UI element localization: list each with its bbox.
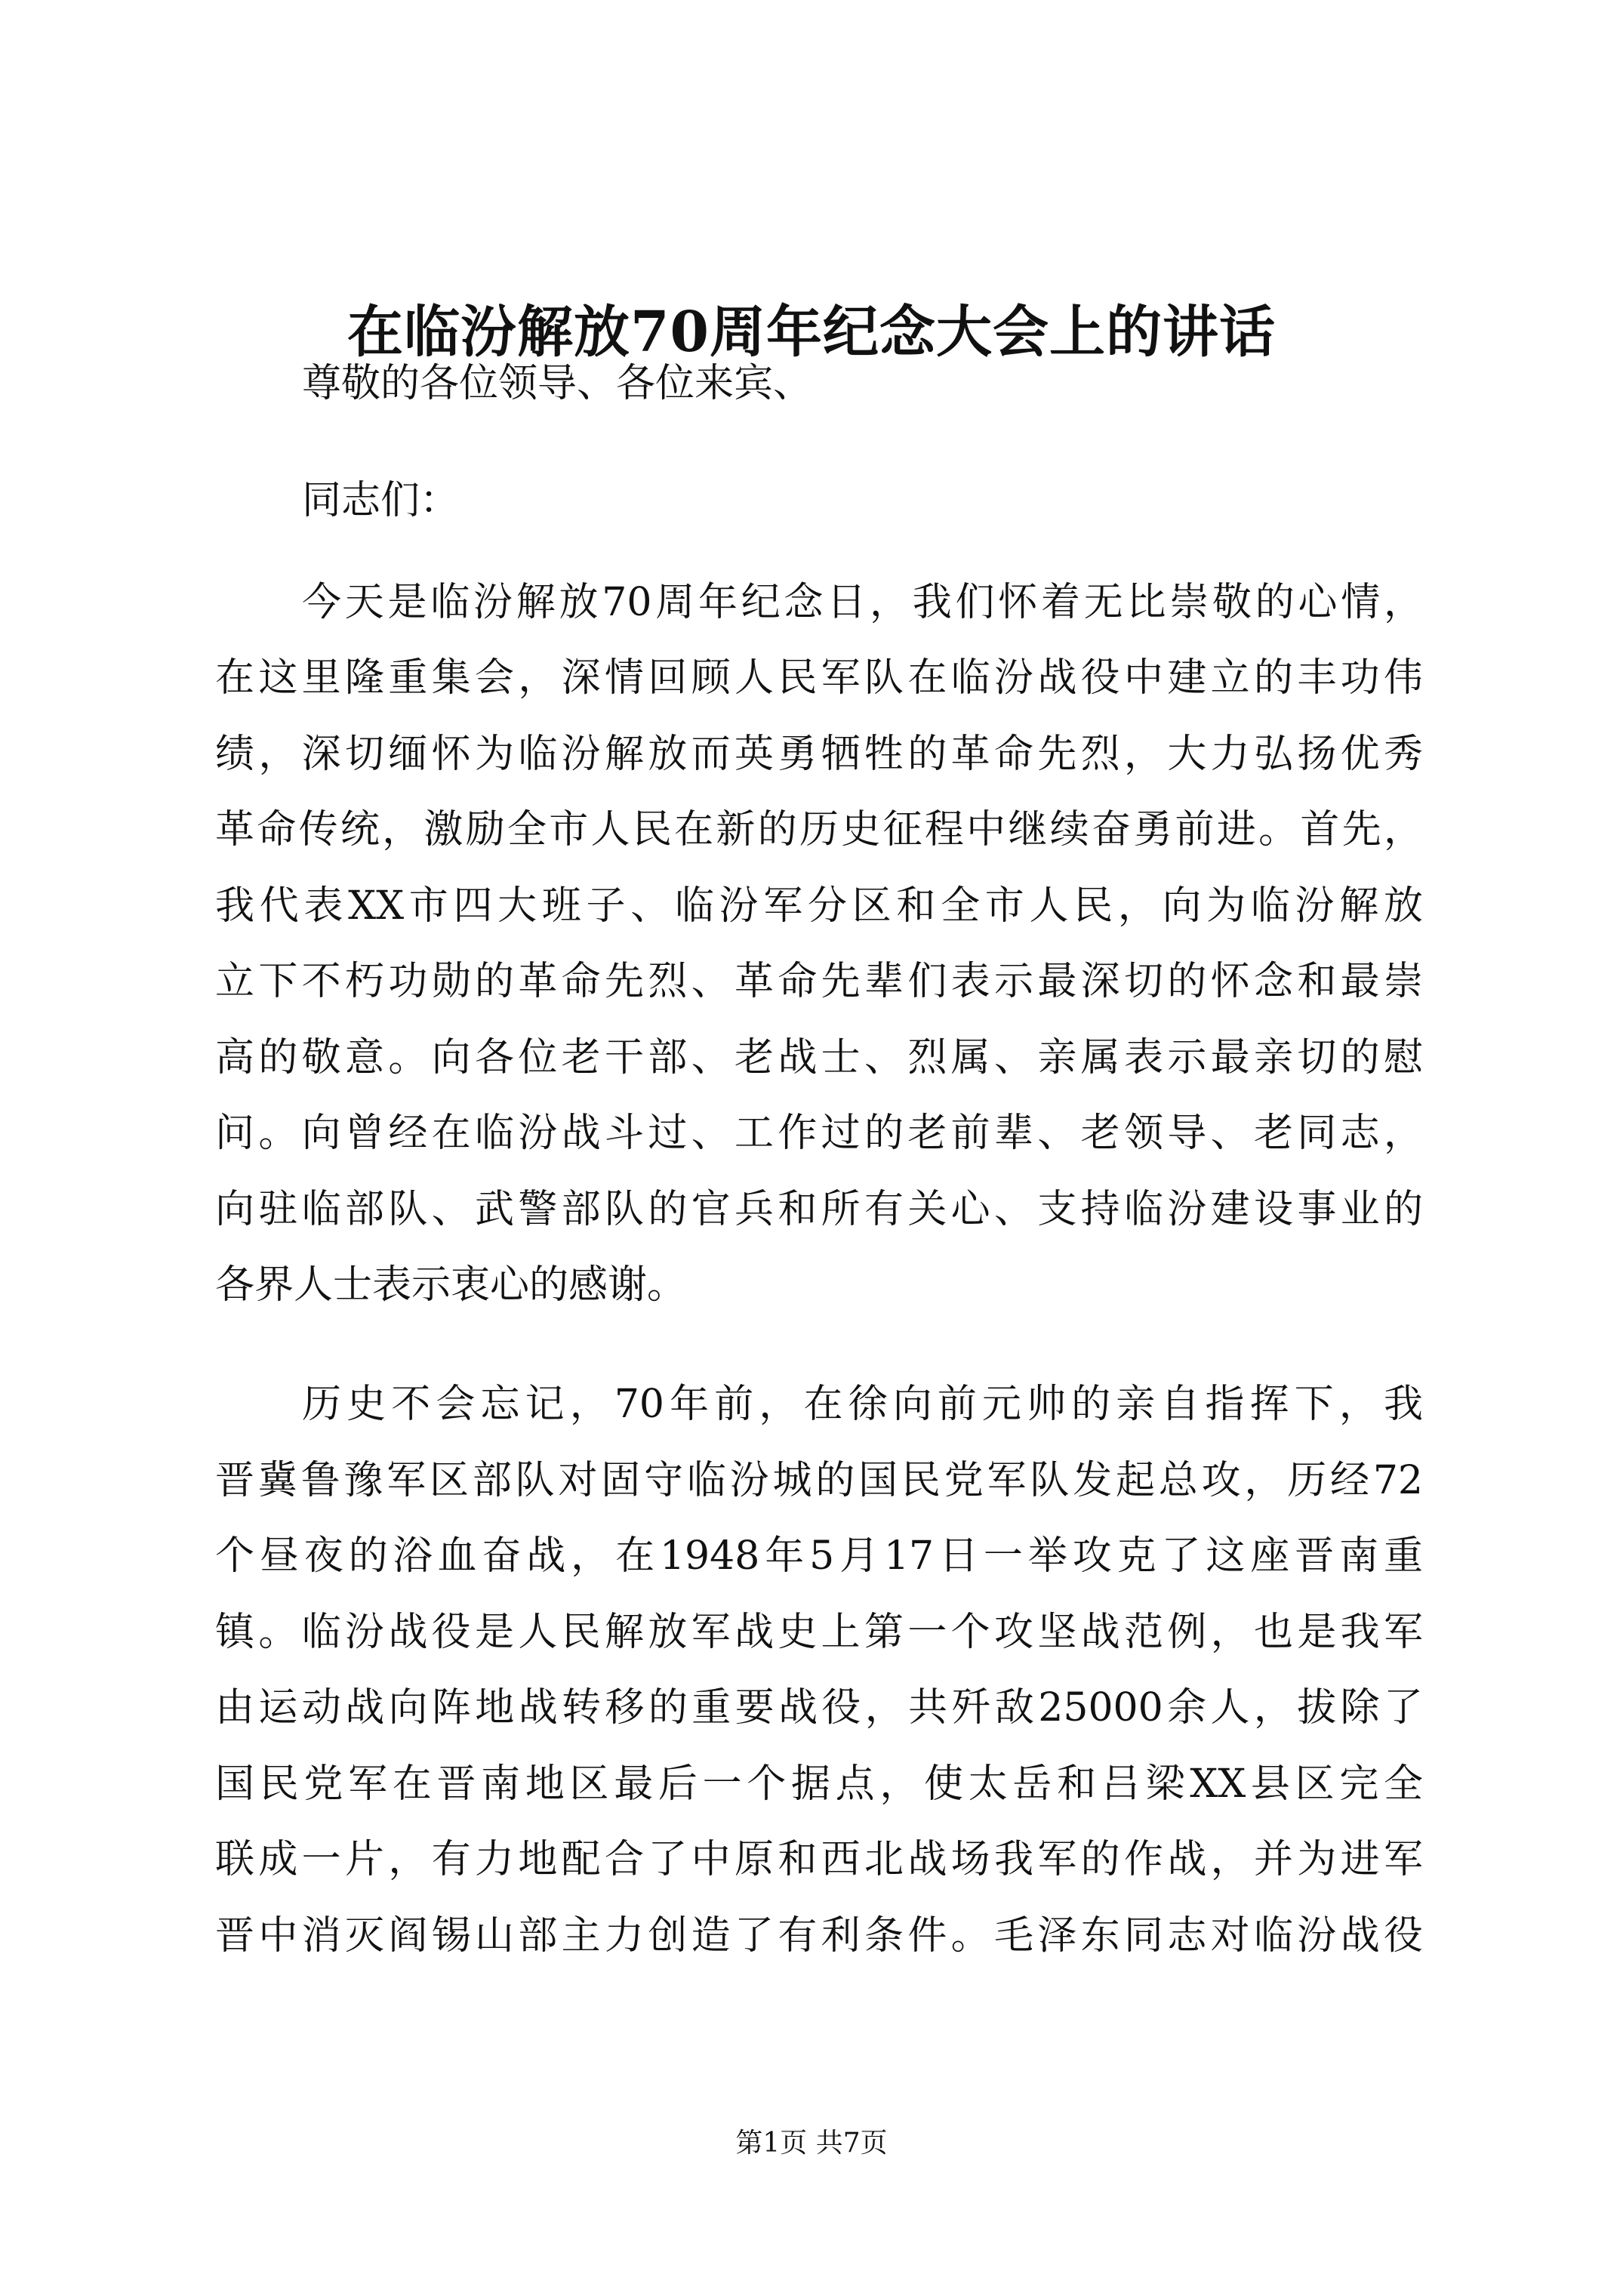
paragraph-line: 国民党军在晋南地区最后一个据点，使太岳和吕梁XX县区完全: [215, 1761, 1423, 1807]
paragraph-line: 问。向曾经在临汾战斗过、工作过的老前辈、老领导、老同志，: [215, 1111, 1423, 1156]
greeting-line: 尊敬的各位领导、各位来宾、: [302, 361, 813, 406]
document-title: 在临汾解放70周年纪念大会上的讲话: [347, 300, 1276, 365]
paragraph-line: 我代表XX市四大班子、临汾军分区和全市人民，向为临汾解放: [215, 883, 1423, 929]
paragraph-line: 在这里隆重集会，深情回顾人民军队在临汾战役中建立的丰功伟: [215, 655, 1423, 701]
greeting-line: 同志们：: [302, 478, 460, 523]
paragraph-line: 高的敬意。向各位老干部、老战士、烈属、亲属表示最亲切的慰: [215, 1035, 1423, 1080]
paragraph-line: 由运动战向阵地战转移的重要战役，共歼敌25000余人，拔除了: [215, 1685, 1423, 1730]
page-footer: 第1页 共7页: [735, 2128, 888, 2159]
paragraph-line: 革命传统，激励全市人民在新的历史征程中继续奋勇前进。首先，: [215, 807, 1423, 852]
paragraph-line: 镇。临汾战役是人民解放军战史上第一个攻坚战范例，也是我军: [215, 1610, 1423, 1655]
paragraph-line: 各界人士表示衷心的感谢。: [215, 1262, 687, 1308]
paragraph-line: 立下不朽功勋的革命先烈、革命先辈们表示最深切的怀念和最崇: [215, 959, 1423, 1004]
paragraph-line: 向驻临部队、武警部队的官兵和所有关心、支持临汾建设事业的: [215, 1187, 1423, 1232]
paragraph-line: 绩，深切缅怀为临汾解放而英勇牺牲的革命先烈，大力弘扬优秀: [215, 732, 1423, 777]
paragraph-line: 联成一片，有力地配合了中原和西北战场我军的作战，并为进军: [215, 1837, 1423, 1882]
paragraph-line: 今天是临汾解放70周年纪念日，我们怀着无比崇敬的心情，: [302, 580, 1423, 625]
paragraph-line: 个昼夜的浴血奋战，在1948年5月17日一举攻克了这座晋南重: [215, 1533, 1423, 1579]
paragraph-line: 晋中消灭阎锡山部主力创造了有利条件。毛泽东同志对临汾战役: [215, 1913, 1423, 1959]
paragraph-line: 历史不会忘记，70年前，在徐向前元帅的亲自指挥下，我: [302, 1382, 1423, 1427]
paragraph-line: 晋冀鲁豫军区部队对固守临汾城的国民党军队发起总攻，历经72: [215, 1458, 1423, 1503]
